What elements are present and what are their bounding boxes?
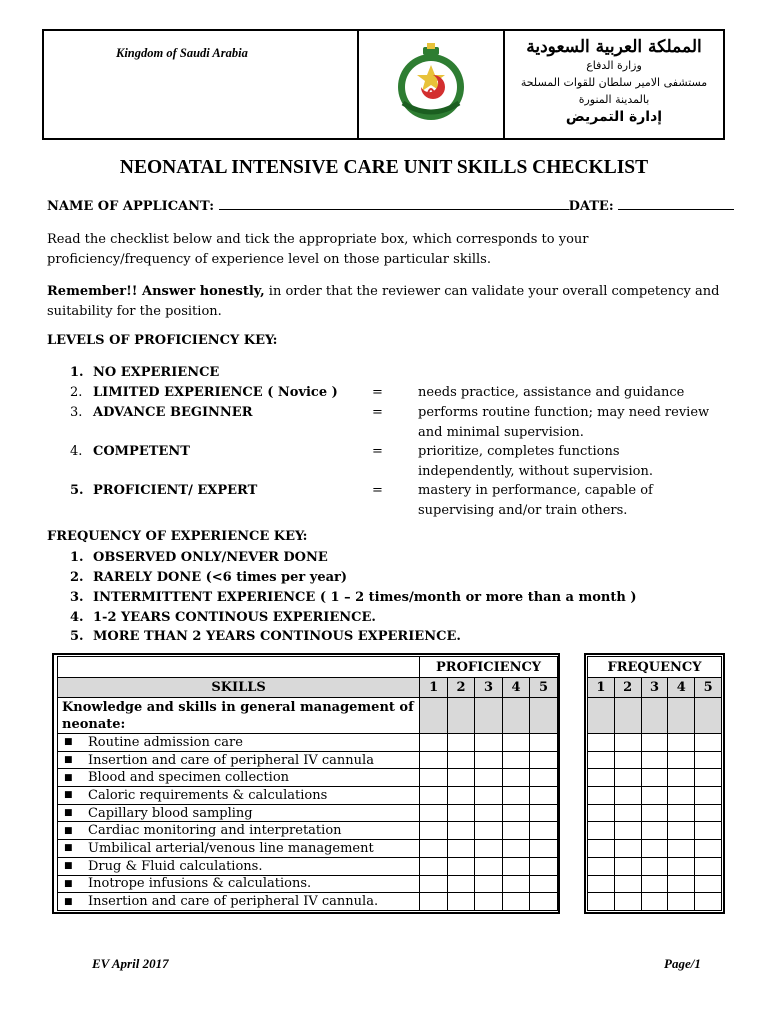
section-title: Knowledge and skills in general management of neonate: (58, 698, 420, 734)
frequency-checkbox[interactable] (641, 751, 668, 769)
skill-label: Inotrope infusions & calculations. (88, 876, 312, 892)
proficiency-key-item (70, 481, 257, 501)
proficiency-checkbox[interactable] (503, 751, 530, 769)
frequency-checkbox[interactable] (641, 787, 668, 805)
skill-name-cell (58, 840, 420, 858)
proficiency-checkbox[interactable] (529, 822, 557, 840)
frequency-level-header: 1 (588, 678, 615, 698)
skill-label: Cardiac monitoring and interpretation (88, 823, 342, 839)
frequency-checkbox[interactable] (668, 875, 695, 893)
frequency-row (588, 787, 722, 805)
skill-row (58, 751, 558, 769)
proficiency-checkbox[interactable] (448, 804, 475, 822)
proficiency-level-header: 3 (475, 678, 503, 698)
proficiency-checkbox[interactable] (529, 769, 557, 787)
proficiency-checkbox[interactable] (420, 804, 448, 822)
skill-row (58, 734, 558, 752)
key-number: 3. (70, 590, 84, 605)
frequency-row (588, 769, 722, 787)
proficiency-checkbox[interactable] (529, 893, 557, 911)
frequency-checkbox[interactable] (668, 734, 695, 752)
bullet-icon: ■ (64, 878, 73, 889)
proficiency-checkbox[interactable] (475, 875, 503, 893)
bullet-icon: ■ (64, 737, 73, 748)
skill-label: Drug & Fluid calculations. (88, 858, 263, 874)
proficiency-key-title: LEVELS OF PROFICIENCY KEY: (47, 333, 278, 348)
skill-name-cell (58, 804, 420, 822)
proficiency-key-item (70, 383, 338, 403)
frequency-checkbox[interactable] (695, 840, 722, 858)
frequency-row (588, 822, 722, 840)
proficiency-cell (448, 698, 475, 734)
skill-label: Insertion and care of peripheral IV cannula. (88, 894, 379, 910)
frequency-checkbox[interactable] (695, 787, 722, 805)
frequency-checkbox[interactable] (668, 822, 695, 840)
bullet-icon: ■ (64, 772, 73, 783)
frequency-key-item (70, 548, 328, 568)
key-number: 4. (70, 610, 84, 625)
table-corner (58, 657, 420, 678)
frequency-cell (641, 698, 668, 734)
key-number: 4. (70, 444, 83, 459)
skill-row (58, 857, 558, 875)
proficiency-checkbox[interactable] (529, 840, 557, 858)
key-label: ADVANCE BEGINNER (93, 405, 253, 420)
skill-name-cell (58, 893, 420, 911)
key-label: PROFICIENT/ EXPERT (93, 483, 258, 498)
proficiency-checkbox[interactable] (503, 893, 530, 911)
skill-label: Caloric requirements & calculations (88, 787, 328, 803)
key-number: 1. (70, 365, 84, 380)
key-equals: = (372, 483, 383, 498)
key-number: 2. (70, 570, 84, 585)
frequency-checkbox[interactable] (695, 875, 722, 893)
frequency-checkbox[interactable] (668, 769, 695, 787)
proficiency-checkbox[interactable] (503, 804, 530, 822)
skill-name-cell (58, 769, 420, 787)
key-number: 3. (70, 405, 83, 420)
key-label: OBSERVED ONLY/NEVER DONE (93, 550, 328, 565)
frequency-row (588, 840, 722, 858)
intro-text: Read the checklist below and tick the appropriate box, which corresponds to your proficiency/frequency of experience level on those particular skills. (47, 232, 589, 267)
arabic-kingdom-title: المملكة العربية السعودية (526, 37, 702, 57)
skill-label: Routine admission care (88, 734, 243, 750)
frequency-checkbox[interactable] (588, 875, 615, 893)
proficiency-cell (475, 698, 503, 734)
proficiency-checkbox[interactable] (448, 893, 475, 911)
key-equals: = (372, 405, 383, 420)
frequency-checkbox[interactable] (614, 857, 641, 875)
proficiency-level-header: 4 (503, 678, 530, 698)
frequency-row (588, 751, 722, 769)
frequency-key-item (70, 588, 637, 608)
proficiency-checkbox[interactable] (503, 822, 530, 840)
proficiency-checkbox[interactable] (503, 769, 530, 787)
skill-name-cell (58, 734, 420, 752)
skill-label: Capillary blood sampling (88, 805, 253, 821)
frequency-checkbox[interactable] (614, 840, 641, 858)
frequency-checkbox[interactable] (668, 893, 695, 911)
name-label: NAME OF APPLICANT: (47, 199, 215, 214)
proficiency-key-item (70, 442, 190, 462)
proficiency-checkbox[interactable] (529, 804, 557, 822)
frequency-checkbox[interactable] (588, 769, 615, 787)
kingdom-label: Kingdom of Saudi Arabia (116, 46, 248, 60)
hospital-emblem-icon (391, 43, 471, 127)
remember-bold: Remember!! Answer honestly, (47, 284, 265, 299)
frequency-checkbox[interactable] (588, 822, 615, 840)
frequency-checkbox[interactable] (668, 804, 695, 822)
proficiency-checkbox[interactable] (529, 787, 557, 805)
proficiency-checkbox[interactable] (475, 893, 503, 911)
frequency-key-title: FREQUENCY OF EXPERIENCE KEY: (47, 529, 308, 544)
skill-name-cell (58, 787, 420, 805)
frequency-checkbox[interactable] (614, 751, 641, 769)
key-number: 2. (70, 385, 83, 400)
frequency-checkbox[interactable] (614, 893, 641, 911)
proficiency-checkbox[interactable] (529, 857, 557, 875)
arabic-hospital: مستشفى الامير سلطان للقوات المسلحة (520, 76, 708, 89)
bullet-icon: ■ (64, 861, 73, 872)
skill-label: Blood and specimen collection (88, 770, 290, 786)
bullet-icon: ■ (64, 843, 73, 854)
footer-page: Page/1 (664, 956, 701, 971)
key-label: MORE THAN 2 YEARS CONTINOUS EXPERIENCE. (93, 629, 461, 644)
skill-row (58, 840, 558, 858)
bullet-icon: ■ (64, 755, 73, 766)
proficiency-checkbox[interactable] (529, 751, 557, 769)
frequency-checkbox[interactable] (668, 857, 695, 875)
frequency-checkbox[interactable] (695, 769, 722, 787)
frequency-checkbox[interactable] (614, 787, 641, 805)
frequency-checkbox[interactable] (641, 875, 668, 893)
frequency-checkbox[interactable] (641, 857, 668, 875)
proficiency-checkbox[interactable] (448, 857, 475, 875)
frequency-level-header: 5 (695, 678, 722, 698)
proficiency-checkbox[interactable] (475, 787, 503, 805)
proficiency-checkbox[interactable] (475, 822, 503, 840)
bullet-icon: ■ (64, 825, 73, 836)
proficiency-checkbox[interactable] (475, 840, 503, 858)
proficiency-key-item (70, 363, 219, 383)
proficiency-checkbox[interactable] (448, 822, 475, 840)
frequency-checkbox[interactable] (588, 787, 615, 805)
frequency-cell (695, 698, 722, 734)
proficiency-cell (420, 698, 448, 734)
proficiency-level-header: 1 (420, 678, 448, 698)
proficiency-checkbox[interactable] (475, 857, 503, 875)
proficiency-header: PROFICIENCY (420, 657, 558, 678)
proficiency-checkbox[interactable] (503, 875, 530, 893)
frequency-checkbox[interactable] (695, 893, 722, 911)
proficiency-checkbox[interactable] (420, 787, 448, 805)
frequency-checkbox[interactable] (614, 734, 641, 752)
frequency-checkbox[interactable] (668, 787, 695, 805)
proficiency-checkbox[interactable] (475, 734, 503, 752)
proficiency-checkbox[interactable] (448, 751, 475, 769)
skill-row (58, 893, 558, 911)
frequency-key-item (70, 568, 347, 588)
name-field[interactable] (219, 199, 569, 210)
skill-row (58, 769, 558, 787)
proficiency-checkbox[interactable] (420, 769, 448, 787)
key-number: 1. (70, 550, 84, 565)
proficiency-level-header: 5 (529, 678, 557, 698)
key-number: 5. (70, 629, 84, 644)
letterhead-emblem-cell (359, 31, 505, 138)
proficiency-checkbox[interactable] (448, 734, 475, 752)
proficiency-checkbox[interactable] (448, 769, 475, 787)
proficiency-checkbox[interactable] (448, 840, 475, 858)
proficiency-cell (503, 698, 530, 734)
frequency-row (588, 893, 722, 911)
letterhead-right-arabic (505, 31, 723, 138)
proficiency-checkbox[interactable] (448, 875, 475, 893)
key-label: INTERMITTENT EXPERIENCE ( 1 – 2 times/month or more than a month ) (93, 590, 637, 605)
proficiency-checkbox[interactable] (529, 875, 557, 893)
frequency-checkbox[interactable] (695, 822, 722, 840)
frequency-checkbox[interactable] (588, 893, 615, 911)
remember-rest: in order that the reviewer can validate your overall competency and suitability for the position. (47, 284, 720, 319)
frequency-checkbox[interactable] (614, 875, 641, 893)
key-label: RARELY DONE (<6 times per year) (93, 570, 348, 585)
key-equals: = (372, 385, 383, 400)
frequency-checkbox[interactable] (695, 751, 722, 769)
frequency-row (588, 875, 722, 893)
frequency-cell (614, 698, 641, 734)
proficiency-checkbox[interactable] (503, 787, 530, 805)
skill-name-cell (58, 751, 420, 769)
proficiency-checkbox[interactable] (420, 734, 448, 752)
proficiency-checkbox[interactable] (503, 840, 530, 858)
skill-label: Insertion and care of peripheral IV cannula (88, 752, 374, 768)
frequency-checkbox[interactable] (695, 857, 722, 875)
frequency-header: FREQUENCY (588, 657, 722, 678)
proficiency-checkbox[interactable] (420, 857, 448, 875)
proficiency-checkbox[interactable] (420, 822, 448, 840)
frequency-checkbox[interactable] (641, 893, 668, 911)
proficiency-checkbox[interactable] (503, 734, 530, 752)
letterhead-left (44, 31, 359, 138)
letterhead (42, 29, 725, 140)
frequency-table (587, 656, 722, 911)
skill-row (58, 787, 558, 805)
frequency-checkbox[interactable] (641, 734, 668, 752)
frequency-checkbox[interactable] (668, 751, 695, 769)
frequency-checkbox[interactable] (614, 804, 641, 822)
frequency-level-header: 3 (641, 678, 668, 698)
skills-header: SKILLS (58, 678, 420, 698)
frequency-cell (668, 698, 695, 734)
arabic-department: إدارة التمريض (565, 109, 663, 125)
key-description: performs routine function; may need review and minimal supervision. (418, 405, 710, 440)
skill-name-cell (58, 875, 420, 893)
key-label: COMPETENT (93, 444, 190, 459)
frequency-checkbox[interactable] (641, 822, 668, 840)
frequency-row (588, 857, 722, 875)
frequency-level-header: 2 (614, 678, 641, 698)
applicant-row (47, 199, 734, 214)
skill-row (58, 822, 558, 840)
frequency-row (588, 734, 722, 752)
skill-name-cell (58, 822, 420, 840)
arabic-ministry: وزارة الدفاع (586, 59, 642, 72)
frequency-checkbox[interactable] (695, 804, 722, 822)
proficiency-level-header: 2 (448, 678, 475, 698)
key-label: LIMITED EXPERIENCE ( Novice ) (93, 385, 338, 400)
frequency-checkbox[interactable] (614, 822, 641, 840)
frequency-checkbox[interactable] (588, 734, 615, 752)
key-equals: = (372, 444, 383, 459)
frequency-checkbox[interactable] (641, 804, 668, 822)
frequency-checkbox[interactable] (588, 804, 615, 822)
frequency-checkbox[interactable] (668, 840, 695, 858)
remember-text (47, 282, 727, 321)
skills-proficiency-table (57, 656, 558, 911)
proficiency-cell (529, 698, 557, 734)
page-title: NEONATAL INTENSIVE CARE UNIT SKILLS CHECKLIST (119, 157, 649, 178)
key-label: NO EXPERIENCE (93, 365, 220, 380)
frequency-checkbox[interactable] (588, 840, 615, 858)
proficiency-checkbox[interactable] (420, 893, 448, 911)
frequency-checkbox[interactable] (641, 840, 668, 858)
proficiency-checkbox[interactable] (420, 840, 448, 858)
key-description: needs practice, assistance and guidance (418, 385, 685, 400)
proficiency-checkbox[interactable] (448, 787, 475, 805)
key-label: 1-2 YEARS CONTINOUS EXPERIENCE. (93, 610, 376, 625)
date-label: DATE: (568, 199, 614, 214)
skill-name-cell (58, 857, 420, 875)
proficiency-checkbox[interactable] (420, 875, 448, 893)
frequency-cell (588, 698, 615, 734)
date-field[interactable] (618, 199, 734, 210)
frequency-row (588, 804, 722, 822)
frequency-checkbox[interactable] (614, 769, 641, 787)
footer-version: EV April 2017 (92, 956, 169, 971)
proficiency-checkbox[interactable] (475, 804, 503, 822)
proficiency-checkbox[interactable] (475, 751, 503, 769)
proficiency-checkbox[interactable] (420, 751, 448, 769)
key-number: 5. (70, 483, 84, 498)
proficiency-checkbox[interactable] (529, 734, 557, 752)
frequency-checkbox[interactable] (695, 734, 722, 752)
frequency-key-item (70, 627, 461, 647)
arabic-city: بالمدينة المنورة (578, 93, 650, 106)
skill-row (58, 875, 558, 893)
proficiency-checkbox[interactable] (475, 769, 503, 787)
key-description: mastery in performance, capable of supervising and/or train others. (418, 483, 653, 518)
bullet-icon: ■ (64, 808, 73, 819)
bullet-icon: ■ (64, 790, 73, 801)
skill-label: Umbilical arterial/venous line management (88, 840, 374, 856)
proficiency-checkbox[interactable] (503, 857, 530, 875)
skill-row (58, 804, 558, 822)
frequency-checkbox[interactable] (588, 857, 615, 875)
frequency-level-header: 4 (668, 678, 695, 698)
bullet-icon: ■ (64, 896, 73, 907)
proficiency-key-item (70, 403, 253, 423)
key-description: prioritize, completes functions independently, without supervision. (418, 444, 653, 479)
frequency-key-item (70, 608, 376, 628)
frequency-checkbox[interactable] (588, 751, 615, 769)
frequency-checkbox[interactable] (641, 769, 668, 787)
